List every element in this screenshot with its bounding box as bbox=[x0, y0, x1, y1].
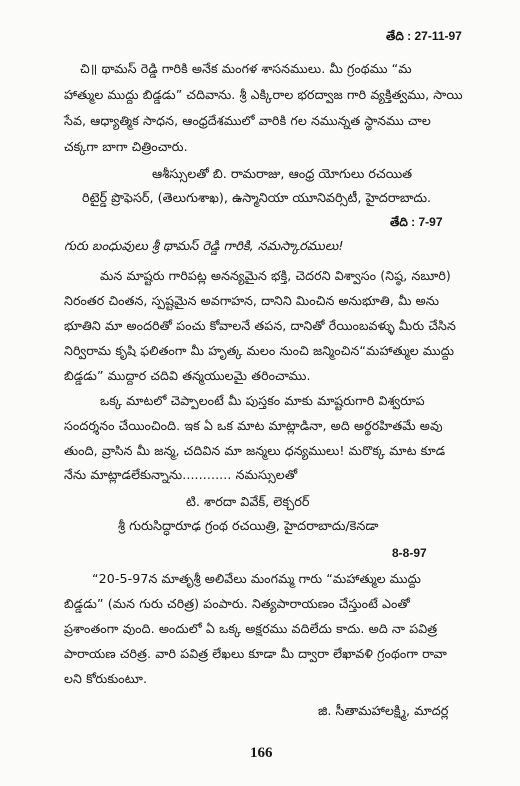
letter-3-line-1: “20-5-97న మాతృశ్రీ అలివేలు మంగమ్మ గారు “మహాత్ముల ముద్దు bbox=[92, 571, 421, 586]
letter-2-signature-name: టి. శారదా వివేక్, లెక్చరర్ bbox=[186, 495, 310, 510]
letter-1-signature-affiliation: రిటైర్డ్ ప్రొఫెసర్, (తెలుగుశాఖ), ఉస్మానియా యూనివర్సిటీ, హైదరాబాదు. bbox=[82, 191, 432, 206]
letter-3-line-2: బిడ్డడు” (మన గురు చరిత్ర) పంపారు. నిత్యపారాయణం చేస్తుంటే ఎంతో bbox=[64, 596, 410, 611]
letter-2-line-9: నేను మాట్లాడలేకున్నాను............ నమస్సులతో bbox=[64, 467, 298, 482]
letter-1-line-3: సేవ, ఆధ్యాత్మిక సాధన, ఆంధ్రదేశములో వారికి గల నమున్నత స్థానము చాల bbox=[64, 113, 431, 128]
letter-2-line-5: బిడ్డడు” ముద్దార చదివి తన్మయులమై తరించాము. bbox=[64, 368, 311, 383]
page-number: 166 bbox=[250, 745, 273, 761]
letter-3-line-4: పారాయణ చరిత్ర. వారి పవిత్ర లేఖలు కూడా మీ ద్వారా లేఖావళి గ్రంథంగా రావా bbox=[64, 646, 447, 661]
letter-1-line-1: చి॥ థామస్ రెడ్డి గారికి అనేక మంగళ శాసనములు. మీ గ్రంథము “మ bbox=[80, 61, 412, 76]
letter-2-line-6: ఒక్క మాటలో చెప్పాలంటే మీ పుస్తకం మాకు మాష్టరుగారి విశ్వరూప bbox=[100, 393, 425, 408]
letter-2-line-3: భూతిని మా అందరితో పంచు కోవాలనే తపన, దానితో రేయింబవళ్ళు మీరు చేసిన bbox=[64, 318, 456, 333]
letter-2-line-1: మన మాష్టరు గారిపట్ల అనన్యమైన భక్తి, చెదరని విశ్వాసం (నిష్ఠ, నబూరి) bbox=[100, 268, 451, 283]
letter-3-line-3: ప్రశాంతంగా వుంది. అందులో ఏ ఒక్క అక్షరము వదిలేదు కాదు. అది నా పవిత్ర bbox=[64, 621, 438, 636]
letter-2-date: తేది : 7-97 bbox=[390, 215, 443, 229]
letter-2-salutation: గురు బంధువులు శ్రీ థామస్ రెడ్డి గారికి, నమస్కారములు! bbox=[64, 239, 344, 254]
letter-1-signature-name: ఆశీస్సులతో బి. రామరాజు, ఆంధ్ర యోగులు రచయిత bbox=[152, 167, 413, 182]
letter-2-line-2: నిరంతర చింతన, స్పష్టమైన అవగాహన, దానిని మించిన అనుభూతి, మీ అను bbox=[64, 293, 440, 308]
letter-3-date: 8-8-97 bbox=[392, 546, 427, 560]
letter-2-signature-affiliation: శ్రీ గురుసిద్ధారూఢ గ్రంథ రచయిత్రి, హైదరాబాదు/కెనడా bbox=[118, 519, 379, 534]
letter-2-line-7: సందర్శనం చేయించింది. ఇక ఏ ఒక మాట మాట్లాడినా, అది అర్థరహితమే అవు bbox=[64, 418, 443, 433]
letter-1-date: తేది : 27-11-97 bbox=[386, 29, 462, 43]
letter-3-signature: జి. సీతామహాలక్ష్మి, మాదర్ల bbox=[318, 704, 449, 719]
letter-1-line-4: చక్కగా బాగా చిత్రించారు. bbox=[64, 139, 188, 154]
letter-2-line-4: నిర్విరామ కృషి ఫలితంగా మీ హృత్క మలం నుంచి జన్మించిన“మహాత్ముల ముద్దు bbox=[64, 343, 455, 358]
letter-3-line-5: లని కోరుకుంటూ. bbox=[64, 671, 148, 686]
letter-2-line-8: తుంది, వ్రాసిన మీ జన్మ, చదివిన మా జన్మలు ధన్యములు! మరొక్క మాట కూడ bbox=[64, 443, 446, 458]
letter-1-line-2: హాత్ముల ముద్దు బిడ్డడు” చదివాను. శ్రీ ఎక్కిరాల భరద్వాజ గారి వ్యక్తిత్వము, సాయి bbox=[64, 87, 463, 102]
